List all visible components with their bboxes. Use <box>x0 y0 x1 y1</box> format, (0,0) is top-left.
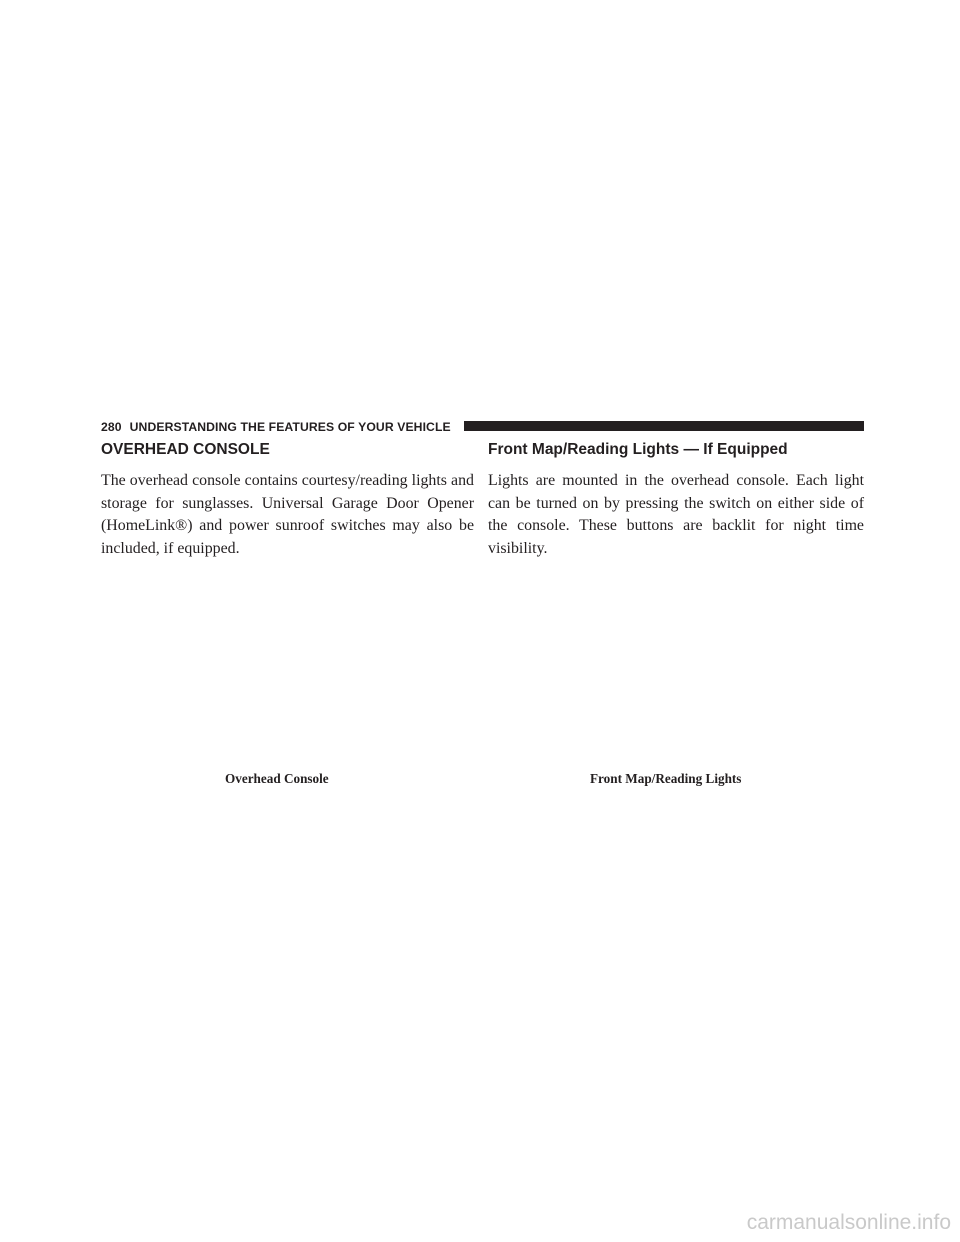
map-reading-lights-paragraph: Lights are mounted in the overhead console. Each light can be turned on by pressing the switch on either side of the console. These buttons are backlit for night time visibility. <box>488 472 864 557</box>
map-reading-lights-heading: Front Map/Reading Lights — If Equipped <box>488 441 788 458</box>
header-rule <box>464 421 864 431</box>
running-header <box>101 418 864 436</box>
overhead-console-heading: OVERHEAD CONSOLE <box>101 441 270 458</box>
header-label <box>101 418 451 436</box>
page-number: 280 <box>101 420 122 434</box>
overhead-console-figure-caption: Overhead Console <box>225 771 329 786</box>
watermark: carmanualsonline.info <box>746 1211 951 1234</box>
map-reading-lights-figure-caption: Front Map/Reading Lights <box>590 771 742 786</box>
overhead-console-paragraph: The overhead console contains courtesy/reading lights and storage for sunglasses. Universal Garage Door Opener (HomeLink®) and power sunroof switches may also be included, if equipped. <box>101 472 474 557</box>
section-title: UNDERSTANDING THE FEATURES OF YOUR VEHICLE <box>129 420 451 434</box>
